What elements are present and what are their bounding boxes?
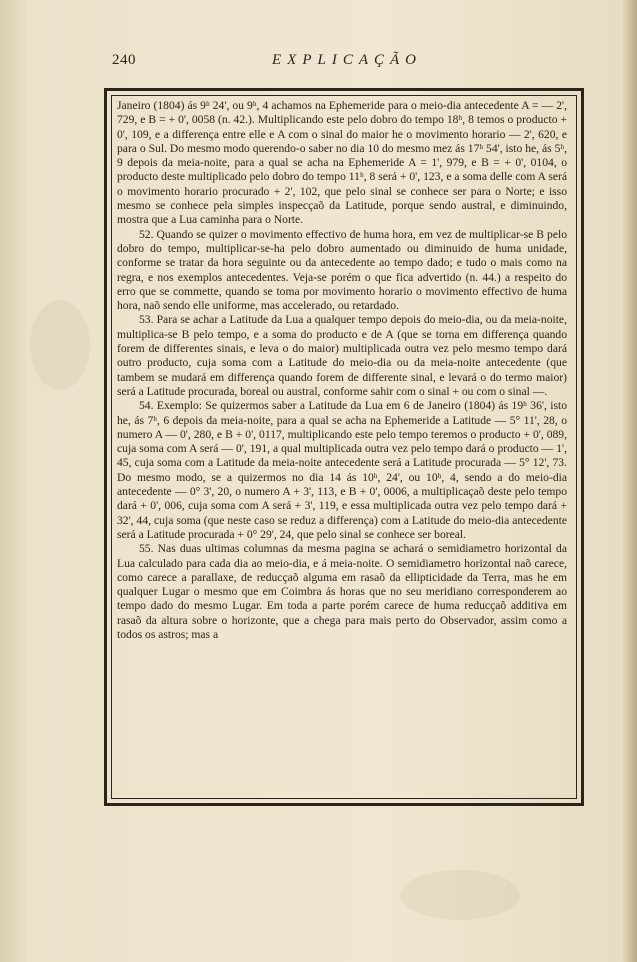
paragraph-continued [117, 99, 567, 228]
paragraph-54 [117, 399, 567, 542]
paragraph-number: 55. [139, 542, 154, 556]
paragraph-text: Para se achar a Latitude da Lua a qualquer tempo depois do meio-dia, ou da meia-noite, multiplica-se B pelo tempo, e a soma do producto e de A (que se torna em differença quando forem de differentes sinais, e leva o do maior) multiplicada outra vez pelo mesmo tempo dará outro producto, cuja soma com a Latitude do meio-dia ou da meia-noite antecedente (que tambem se mudará em differença quando forem de differente sinal, e levará o do termo maior) será a Latitude procurada, boreal ou austral, conforme sahir com o sinal + ou com o sinal —. [117, 313, 567, 398]
paper-stain [30, 300, 90, 390]
paper-stain [400, 870, 520, 920]
paragraph-text: Exemplo: Se quizermos saber a Latitude da Lua em 6 de Janeiro (1804) ás 19ʰ 36', isto he, ás 7ʰ, 6 depois da meia-noite, para a qual se acha na Ephemeride a Latitude — 5° 11', 28, o numero A — 0', 280, e B + 0', 0117, multiplicando este pelo tempo teremos o producto + 0', 089, cuja soma com A será — 0', 191, a qual multiplicada outra vez pelo tempo dará o producto — 1', 45, cuja soma com a Latitude da meia-noite antecedente será a Latitude procurada — 5° 12', 73. Do mesmo modo, se a quizermos no dia 14 ás 10ʰ, 24', ou 10ʰ, 4, sendo a do meio-dia antecedente — 0° 3', 20, o numero A + 3', 113, e B + 0', 0006, a multiplicaçaõ deste pelo tempo dará + 0', 006, cuja soma com A será + 3', 119, e essa multiplicada outra vez pelo tempo dará + 32', 44, cuja soma (que neste caso se reduz a differença) com a Latitude do meio-dia antecedente será a Latitude procurada + 0° 29', 24, que pelo sinal se conhece ser boreal. [117, 399, 567, 541]
paragraph-number: 54. [139, 399, 154, 413]
book-spine-shadow [623, 0, 637, 962]
paragraph-53 [117, 313, 567, 399]
body-text [117, 99, 567, 642]
page-number: 240 [112, 52, 136, 68]
running-head [112, 52, 582, 74]
paragraph-52 [117, 228, 567, 314]
running-title: EXPLICAÇÃO [272, 52, 422, 68]
paragraph-number: 52. [139, 227, 154, 241]
paragraph-number: 53. [139, 313, 154, 327]
paragraph-55 [117, 542, 567, 642]
paragraph-text: Quando se quizer o movimento effectivo de huma hora, em vez de multiplicar-se B pelo dobro do tempo, multiplicar-se-ha pelo dobro aumentado ou diminuido de huma unidade, conforme se tratar da hora seguinte ou da antecedente ao tempo dado; e tudo o mais como na regra, e nos exemplos antecedentes. Veja-se porém o que fica advertido (n. 44.) a respeito do erro que se commette, quando se toma por movimento horario o movimento effectivo de huma hora, naõ sendo elle uniforme, mas accelerado, ou retardado. [117, 227, 567, 313]
paragraph-text: Nas duas ultimas columnas da mesma pagina se achará o semidiametro horizontal da Lua calculado para cada dia ao meio-dia, e á meia-noite. O semidiametro horizontal naõ carece, como carece a parallaxe, de reducçaõ alguma em rasaõ da ellipticidade da Terra, mas he em qualquer Lugar o mesmo que em Coimbra ás horas que no seu meridiano corresponderem ao tempo dado do mesmo Lugar. Em toda a parte porém carece de huma reducçaõ additiva em rasaõ da altura sobre o horizonte, que a chega para mais perto do Observador, assim como a todos os astros; mas a [117, 542, 567, 641]
paragraph-text: Janeiro (1804) ás 9ʰ 24', ou 9ʰ, 4 achamos na Ephemeride para o meio-dia antecedente A = — 2', 729, e B = + 0', 0058 (n. 42.). Multiplicando este pelo dobro do tempo 18ʰ, 8 temos o producto + 0', 109, e a differença entre elle e A com o sinal do maior he o movimento horario — 2', 620, e para o Sul. Do mesmo modo querendo-o saber no dia 10 do mesmo mez ás 17ʰ 54', isto he, ás 5ʰ, 9 depois da meia-noite, para a qual se acha na Ephemeride A = 1', 979, e B = + 0', 0104, o producto deste multiplicado pelo dobro do tempo 11ʰ, 8 será + 0', 123, e a soma delle com A será o movimento horario procurado + 2', 102, que pelo sinal se conhece ser para o Norte; e isso mesmo se conhece pela simples inspecçaõ da Latitude, porque sendo austral, e diminuindo, mostra que a Lua caminha para o Norte. [117, 99, 567, 227]
text-frame [104, 88, 584, 806]
